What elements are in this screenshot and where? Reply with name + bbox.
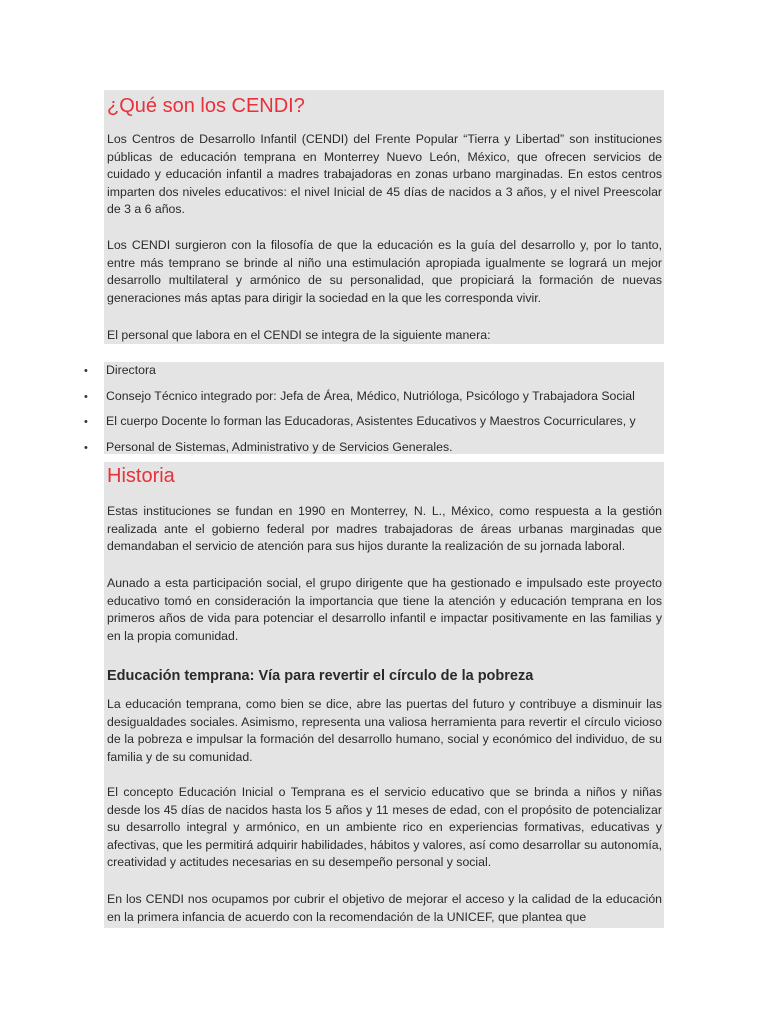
paragraph: La educación temprana, como bien se dice, abre las puertas del futuro y contribuye a disminuir las desigualdades sociales. Asimismo, representa una valiosa herramienta para revertir el círculo vicioso de la pobreza e impulsar la formación del desarrollo humano, social y económico del individuo, de su familia y de su comunidad.	[107, 697, 662, 764]
staff-list	[80, 362, 664, 452]
section-cendi	[104, 90, 664, 344]
paragraph: Aunado a esta participación social, el grupo dirigente que ha gestionado e impulsado este proyecto educativo tomó en consideración la importancia que tiene la atención y educación temprana en los primeros años de vida para potenciar el desarrollo infantil e impactar positivamente en las familias y en la propia comunidad.	[107, 576, 662, 643]
list-item: • El cuerpo Docente lo forman las Educadoras, Asistentes Educativos y Maestros Cocurriculares, y	[84, 414, 636, 429]
list-item: • Consejo Técnico integrado por: Jefa de Área, Médico, Nutrióloga, Psicólogo y Trabajadora Social	[84, 388, 635, 403]
list-item: • Directora	[84, 363, 156, 377]
section-title-historia: Historia	[107, 465, 175, 487]
bullet-icon: •	[84, 441, 88, 454]
subsection-title: Educación temprana: Vía para revertir el círculo de la pobreza	[107, 668, 534, 684]
list-item: • Personal de Sistemas, Administrativo y de Servicios Generales.	[84, 439, 453, 454]
paragraph: El concepto Educación Inicial o Temprana es el servicio educativo que se brinda a niños y niñas desde los 45 días de nacidos hasta los 5 años y 11 meses de edad, con el propósito de potencializar su desarrollo integral y armónico, en un ambiente rico en experiencias formativas, educativas y afectivas, que les permitirá adquirir habilidades, hábitos y valores, así como desarrollar su autonomía, creatividad y actitudes necesarias en su desempeño personal y social.	[107, 785, 663, 870]
bullet-icon: •	[84, 390, 88, 403]
section-title-cendi: ¿Qué son los CENDI?	[107, 95, 305, 117]
paragraph: Los Centros de Desarrollo Infantil (CENDI) del Frente Popular “Tierra y Libertad” son instituciones públicas de educación temprana en Monterrey Nuevo León, México, que ofrecen servicios de cuidado y educación infantil a madres trabajadoras en zonas urbano marginadas. En estos centros imparten dos niveles educativos: el nivel Inicial de 45 días de nacidos a 3 años, y el nivel Preescolar de 3 a 6 años.	[107, 132, 662, 217]
paragraph: Los CENDI surgieron con la filosofía de que la educación es la guía del desarrollo y, por lo tanto, entre más temprano se brinde al niño una estimulación apropiada igualmente se logrará un mejor desarrollo multilateral y armónico de su personalidad, que propiciará la formación de nuevas generaciones más aptas para dirigir la sociedad en la que les corresponda vivir.	[107, 238, 662, 305]
paragraph: En los CENDI nos ocupamos por cubrir el objetivo de mejorar el acceso y la calidad de la educación en la primera infancia de acuerdo con la recomendación de la UNICEF, que plantea que	[107, 892, 662, 924]
bullet-icon: •	[84, 365, 88, 377]
paragraph: El personal que labora en el CENDI se integra de la siguiente manera:	[107, 328, 491, 342]
section-historia	[104, 462, 664, 928]
paragraph: Estas instituciones se fundan en 1990 en Monterrey, N. L., México, como respuesta a la gestión realizada ante el gobierno federal por madres trabajadoras de áreas urbanas marginadas que demandaban el servicio de atención para sus hijos durante la realización de su jornada laboral.	[107, 504, 662, 554]
bullet-icon: •	[84, 416, 88, 429]
